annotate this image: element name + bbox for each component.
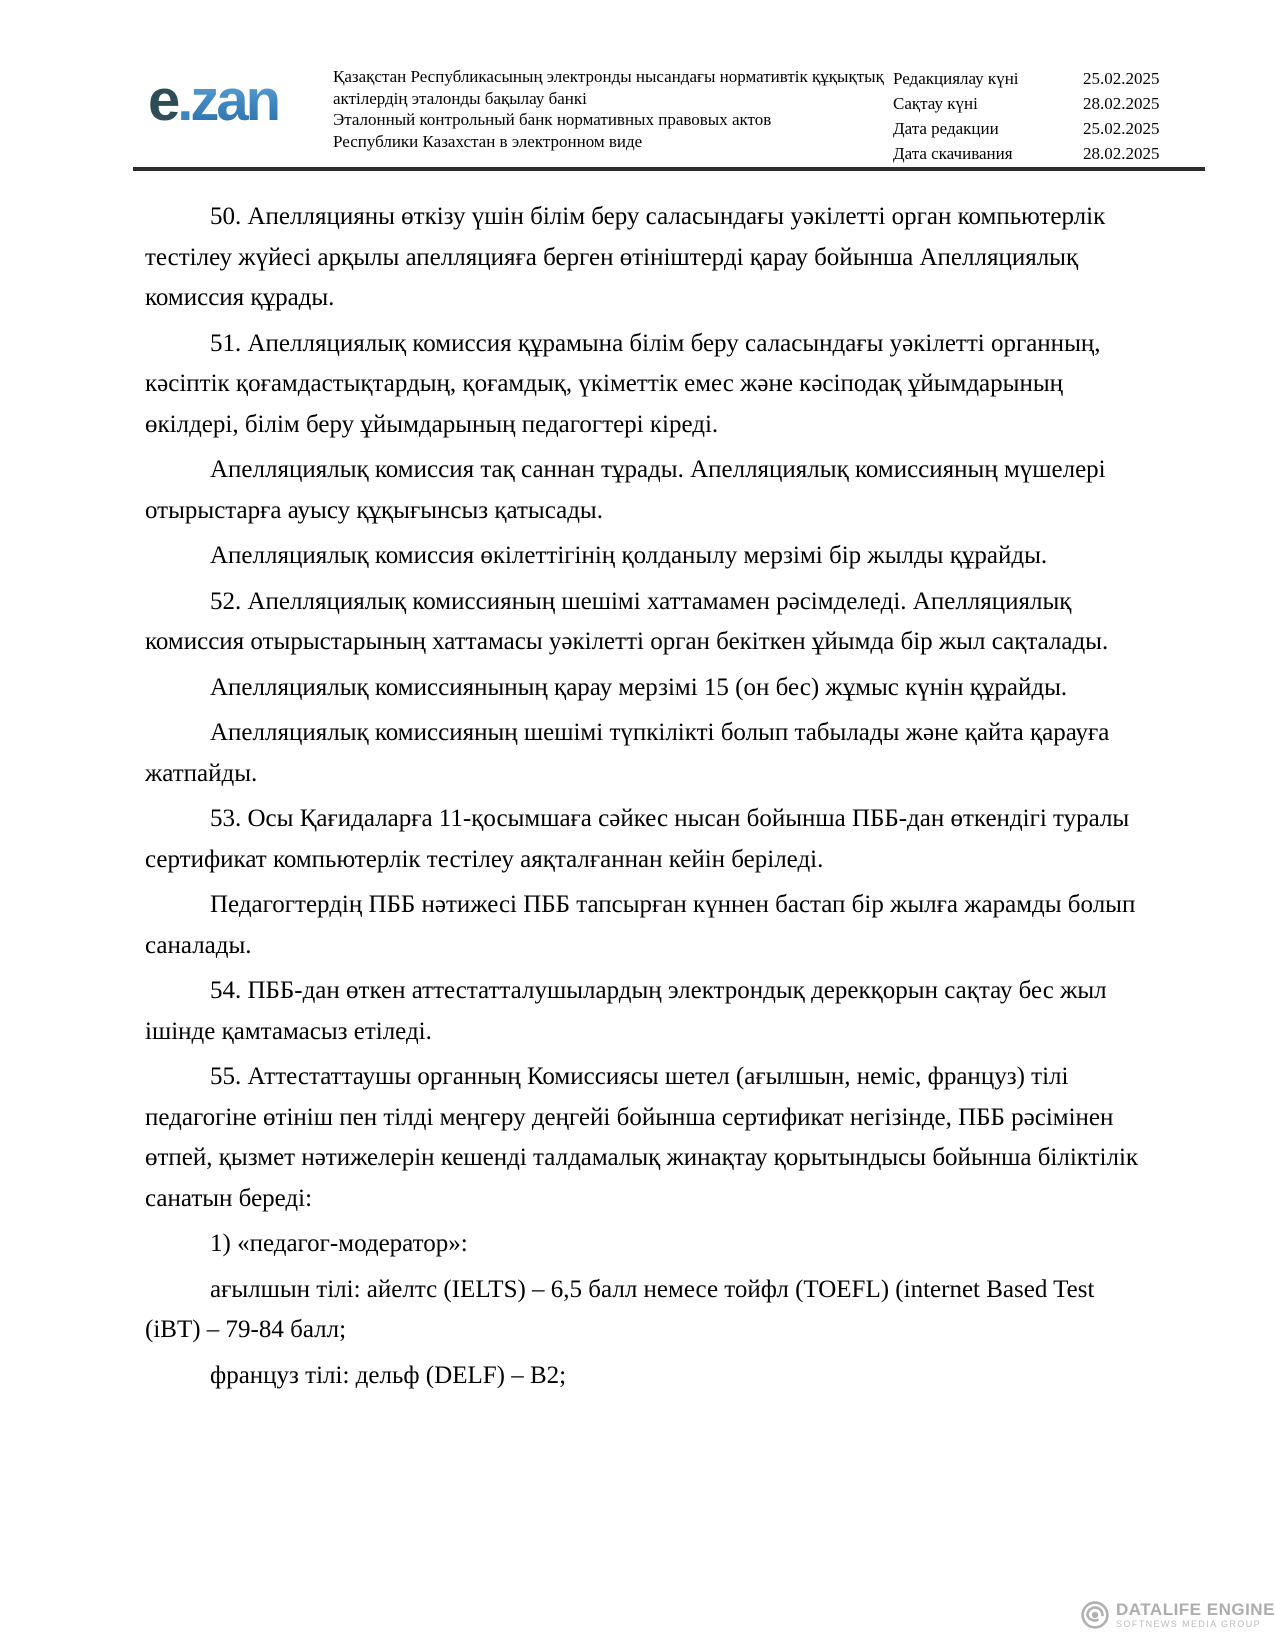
datalife-footer-text	[1116, 1601, 1275, 1629]
date-label: Дата редакции	[893, 119, 999, 138]
paragraph: 55. Аттестаттаушы органның Комиссиясы шетел (ағылшын, неміс, француз) тілі педагогіне өтініш пен тілді меңгеру деңгейі бойынша сертификат негізінде, ПББ рәсімінен өтпей, қызмет нәтижелерін кешенді талдамалық жинақтау қорытындысы бойынша біліктілік санатын береді:	[145, 1063, 1139, 1212]
header-dates	[893, 66, 1175, 166]
datalife-brand: DATALIFE ENGINE	[1116, 1600, 1275, 1619]
paragraph: 53. Осы Қағидаларға 11-қосымшаға сәйкес нысан бойынша ПББ-дан өткендігі туралы сертификат компьютерлік тестілеу аяқталғаннан кейін беріледі.	[145, 805, 1130, 873]
org-title	[333, 66, 893, 152]
datalife-eye-icon	[1081, 1601, 1109, 1629]
paragraph: Педагогтердің ПББ нәтижесі ПББ тапсырған күннен бастап бір жылға жарамды болып саналады.	[145, 891, 1136, 959]
ezan-logo-zan: zan	[190, 68, 279, 133]
paragraph: 1) «педагог-модератор»:	[210, 1230, 468, 1257]
org-title-line-kk-2: актілердің эталонды бақылау банкі	[333, 88, 587, 108]
ezan-logo-dot: .	[177, 68, 191, 133]
org-title-line-ru-2: Республики Казахстан в электронном виде	[333, 131, 643, 151]
paragraph: Апелляциялық комиссиянының қарау мерзімі 15 (он бес) жұмыс күнін құрайды.	[210, 673, 1068, 701]
date-row	[893, 116, 1175, 141]
date-value: 25.02.2025	[1083, 119, 1160, 138]
date-label: Дата скачивания	[893, 144, 1013, 163]
document-body	[145, 197, 1145, 1401]
paragraph: 54. ПББ-дан өткен аттестатталушылардың электрондық дерекқорын сақтау бес жыл ішінде қамтамасыз етіледі.	[145, 977, 1107, 1045]
date-row	[893, 91, 1175, 116]
paragraph: Апелляциялық комиссия өкілеттігінің қолданылу мерзімі бір жылды құрайды.	[210, 542, 1048, 569]
paragraph: Апелляциялық комиссия тақ саннан тұрады. Апелляциялық комиссияның мүшелері отырыстарға ауысу құқығынсыз қатысады.	[145, 456, 1106, 524]
paragraph: ағылшын тілі: айелтс (IELTS) – 6,5 балл немесе тойфл (TOEFL) (internet Based Test (iBT) – 79-84 балл;	[145, 1275, 1095, 1343]
date-value: 28.02.2025	[1083, 144, 1160, 163]
date-value: 28.02.2025	[1083, 94, 1160, 113]
org-title-line-ru-1: Эталонный контрольный банк нормативных правовых актов	[333, 110, 772, 129]
org-title-line-kk-1: Қазақстан Республикасының электронды нысандағы нормативтік құқықтық	[333, 67, 884, 86]
paragraph: француз тілі: дельф (DELF) – B2;	[210, 1361, 567, 1389]
date-row	[893, 66, 1175, 91]
datalife-footer	[1081, 1601, 1275, 1629]
ezan-logo-e: e	[148, 68, 178, 133]
header-divider	[133, 167, 1205, 171]
datalife-subtitle: SOFTNEWS MEDIA GROUP	[1116, 1619, 1262, 1629]
date-label: Редакциялау күні	[893, 69, 1019, 88]
paragraph: Апелляциялық комиссияның шешімі түпкілікті болып табылады және қайта қарауға жатпайды.	[145, 719, 1110, 787]
date-label: Сақтау күні	[893, 94, 978, 113]
paragraph: 51. Апелляциялық комиссия құрамына білім беру саласындағы уәкілетті органның, кәсіптік қоғамдастықтардың, қоғамдық, үкіметтік емес және кәсіподақ ұйымдарының өкілдері, білім беру ұйымдарының педагогтері кіреді.	[145, 329, 1101, 438]
ezan-logo	[148, 68, 279, 133]
date-value: 25.02.2025	[1083, 69, 1160, 88]
paragraph: 50. Апелляцияны өткізу үшін білім беру саласындағы уәкілетті орган компьютерлік тестілеу жүйесі арқылы апелляцияға берген өтініштерді қарау бойынша Апелляциялық комиссия құрады.	[145, 203, 1106, 311]
paragraph: 52. Апелляциялық комиссияның шешімі хаттамамен рәсімделеді. Апелляциялық комиссия отырыстарының хаттамасы уәкілетті орган бекіткен ұйымда бір жыл сақталады.	[145, 587, 1109, 655]
date-row	[893, 141, 1175, 166]
